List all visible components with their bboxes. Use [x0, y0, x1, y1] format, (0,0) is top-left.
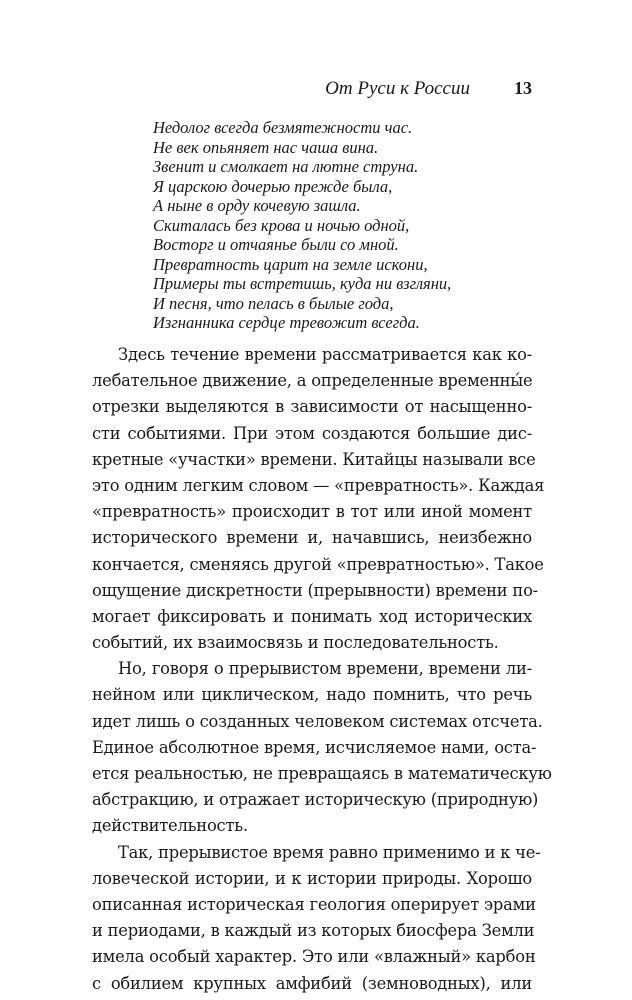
poem-line: Звенит и смолкает на лютне струна. — [153, 157, 419, 176]
text-line: имела особый характер. Это или «влажный» карбон — [92, 947, 536, 967]
poem-line: И песня, что пелась в былые года, — [153, 293, 394, 313]
poem-line: Примеры ты встретишь, куда ни взгляни, — [153, 274, 452, 293]
text-line: действительность. — [92, 816, 248, 836]
text-line: кретные «участки» времени. Китайцы называли все — [92, 449, 536, 469]
poem-line: А ныне в орду кочевую зашла. — [153, 196, 361, 215]
poem-line: Скиталась без крова и ночью одной, — [153, 215, 410, 235]
text-line: абстракцию, и отражает историческую (природную) — [92, 790, 539, 810]
poem-epigraph — [153, 118, 473, 333]
poem-line: Восторг и отчаянье были со мной. — [153, 235, 399, 254]
text-line: Так, прерывистое время равно применимо и к че- — [118, 842, 541, 862]
page-number: 13 — [514, 78, 532, 98]
text-line: исторического времени и, начавшись, неизбежно — [92, 528, 532, 548]
paragraph-2 — [92, 656, 552, 839]
text-line: отрезки выделяются в зависимости от насыщенно- — [92, 397, 532, 417]
text-line: лебательное движение, а определенные временны́е — [92, 371, 533, 391]
poem-line: Не век опьяняет нас чаша вина. — [153, 137, 379, 157]
text-line: ется реальностью, не превращаясь в математическую — [92, 764, 552, 783]
text-line: нейном или циклическом, надо помнить, что речь — [92, 685, 532, 705]
text-line: событий, их взаимосвязь и последовательность. — [92, 633, 499, 653]
text-line: «превратность» происходит в тот или иной момент — [92, 502, 532, 522]
body-text — [92, 342, 552, 997]
text-line: это одним легким словом — «превратность». Каждая — [92, 475, 545, 495]
text-line: ловеческой истории, и к истории природы. Хорошо — [92, 868, 532, 888]
text-line: кончается, сменяясь другой «превратностью». Такое — [92, 554, 544, 574]
poem-line: Превратность царит на земле искони, — [153, 254, 428, 274]
text-line: и периодами, в каждый из которых биосфера Земли — [92, 921, 535, 941]
running-title: От Руси к России — [325, 78, 470, 99]
text-line: могает фиксировать и понимать ход исторических — [92, 606, 532, 626]
running-header — [92, 78, 532, 102]
text-line: описанная историческая геология оперирует эрами — [92, 894, 536, 914]
text-line: Здесь течение времени рассматривается как ко- — [118, 345, 532, 364]
text-line: идет лишь о созданных человеком системах отсчета. — [92, 711, 543, 731]
text-line: с обилием крупных амфибий (земноводных), или — [92, 973, 532, 993]
paragraph-3 — [92, 840, 541, 997]
poem-line: Изгнанника сердце тревожит всегда. — [153, 313, 420, 332]
text-line: сти событиями. При этом создаются большие дис- — [92, 423, 532, 443]
paragraph-1 — [92, 342, 545, 656]
text-line: Единое абсолютное время, исчисляемое нами, оста- — [92, 737, 537, 757]
text-line: ощущение дискретности (прерывности) времени по- — [92, 580, 538, 600]
text-line: Но, говоря о прерывистом времени, времени ли- — [118, 659, 532, 679]
poem-line: Недолог всегда безмятежности час. — [153, 118, 413, 137]
poem-line: Я царскою дочерью прежде была, — [153, 176, 393, 196]
